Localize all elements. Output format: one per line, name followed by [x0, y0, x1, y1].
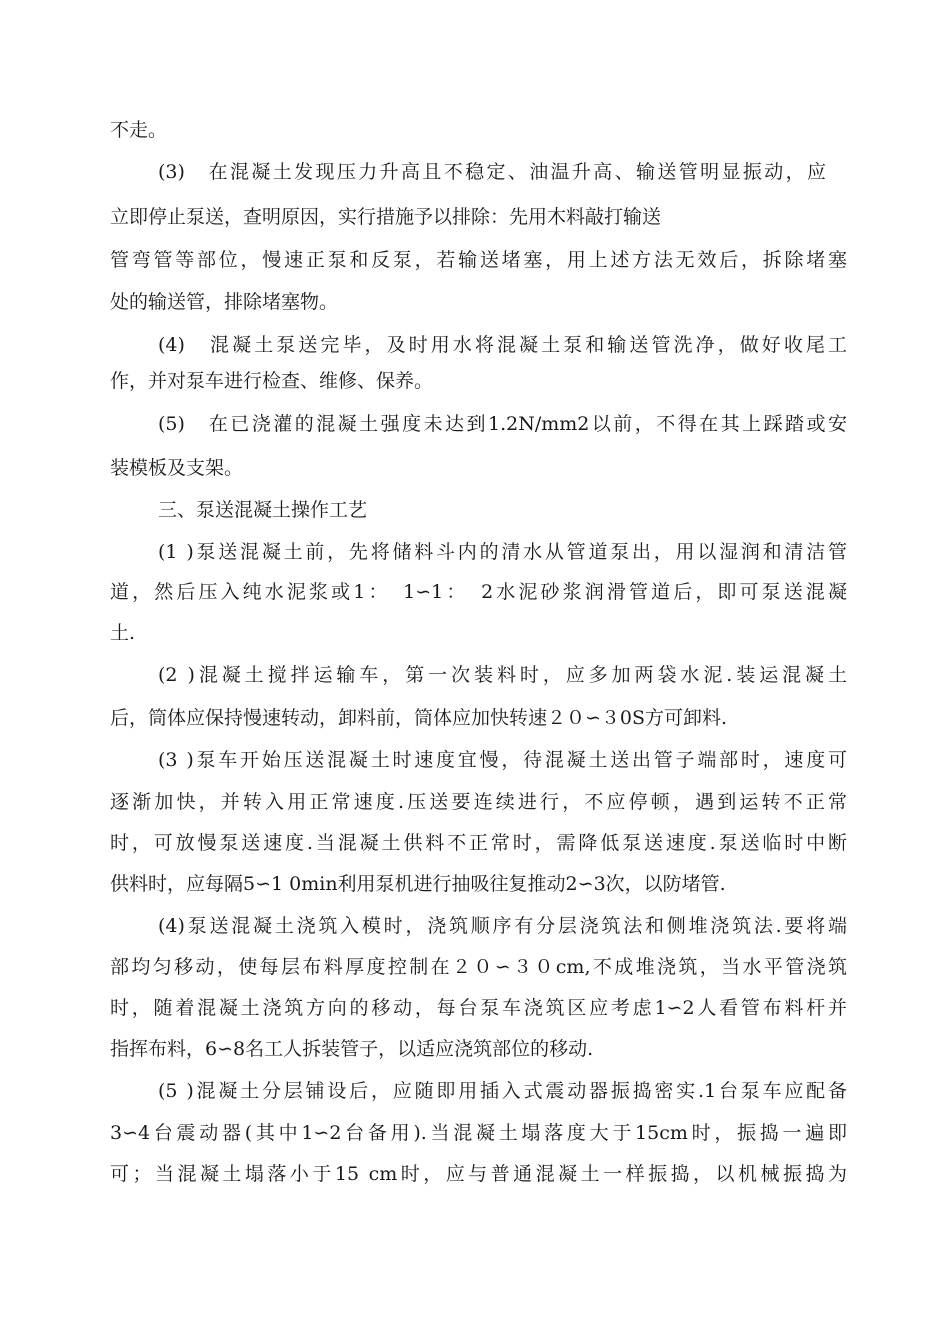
text-line-18: 时，可放慢泵送速度.当混凝土供料不正常时，需降低泵送速度.泵送临时中断 — [110, 832, 847, 854]
text-line-12: 道，然后压入纯水泥浆或1： 1∽1： 2水泥砂浆润滑管道后，即可泵送混凝 — [110, 581, 847, 603]
text-line-21: 部均匀移动，使每层布料厚度控制在２０∽３０cm,不成堆浇筑，当水平管浇筑 — [110, 956, 847, 978]
text-line-6: (4) 混凝土泵送完毕，及时用水将混凝土泵和输送管洗净，做好收尾工 — [158, 334, 847, 356]
text-line-24: (5 )混凝土分层铺设后，应随即用插入式震动器振捣密实.1台泵车应配备 — [158, 1080, 847, 1102]
text-line-25: 3∽4台震动器(其中1∽2台备用).当混凝土塌落度大于15cm时，振捣一遍即 — [110, 1122, 847, 1144]
text-line-11: (1 )泵送混凝土前，先将储料斗内的清水从管道泵出，用以湿润和清洁管 — [158, 541, 847, 563]
section-heading: 三、泵送混凝土操作工艺 — [158, 499, 368, 521]
text-line-13: 土. — [110, 622, 136, 644]
text-line-2: (3) 在混凝土发现压力升高且不稳定、油温升高、输送管明显振动，应 — [158, 161, 826, 183]
text-line-4: 管弯管等部位，慢速正泵和反泵，若输送堵塞，用上述方法无效后，拆除堵塞 — [110, 249, 847, 271]
text-line-22: 时，随着混凝土浇筑方向的移动，每台泵车浇筑区应考虑1∽2人看管布料杆并 — [110, 997, 847, 1019]
text-line-17: 逐渐加快，并转入用正常速度.压送要连续进行，不应停顿，遇到运转不正常 — [110, 791, 847, 813]
text-line-7: 作，并对泵车进行检查、维修、保养。 — [110, 370, 434, 392]
text-line-19: 供料时，应每隔5∽1 0min利用泵机进行抽吸往复推动2∽3次，以防堵管. — [110, 873, 726, 895]
text-line-8: (5) 在已浇灌的混凝土强度未达到1.2N/mm2以前，不得在其上踩踏或安 — [158, 413, 847, 435]
text-line-14: (2 )混凝土搅拌运输车，第一次装料时，应多加两袋水泥.装运混凝土 — [158, 664, 847, 686]
text-line-5: 处的输送管，排除堵塞物。 — [110, 291, 339, 313]
text-line-20: (4)泵送混凝土浇筑入模时，浇筑顺序有分层浇筑法和侧堆浇筑法.要将端 — [158, 915, 847, 937]
text-line-15: 后，筒体应保持慢速转动，卸料前，筒体应加快转速２０∽３0S方可卸料. — [110, 707, 728, 729]
text-line-1: 不走。 — [110, 119, 168, 141]
text-line-23: 指挥布料，6∽8名工人拆装管子，以适应浇筑部位的移动. — [110, 1038, 594, 1060]
text-line-3: 立即停止泵送，查明原因，实行措施予以排除：先用木料敲打输送 — [110, 206, 662, 228]
text-line-9: 装模板及支架。 — [110, 457, 244, 479]
text-line-26: 可；当混凝土塌落小于15 cm时，应与普通混凝土一样振捣，以机械振捣为 — [110, 1163, 847, 1185]
text-line-16: (3 )泵车开始压送混凝土时速度宜慢，待混凝土送出管子端部时，速度可 — [158, 749, 847, 771]
